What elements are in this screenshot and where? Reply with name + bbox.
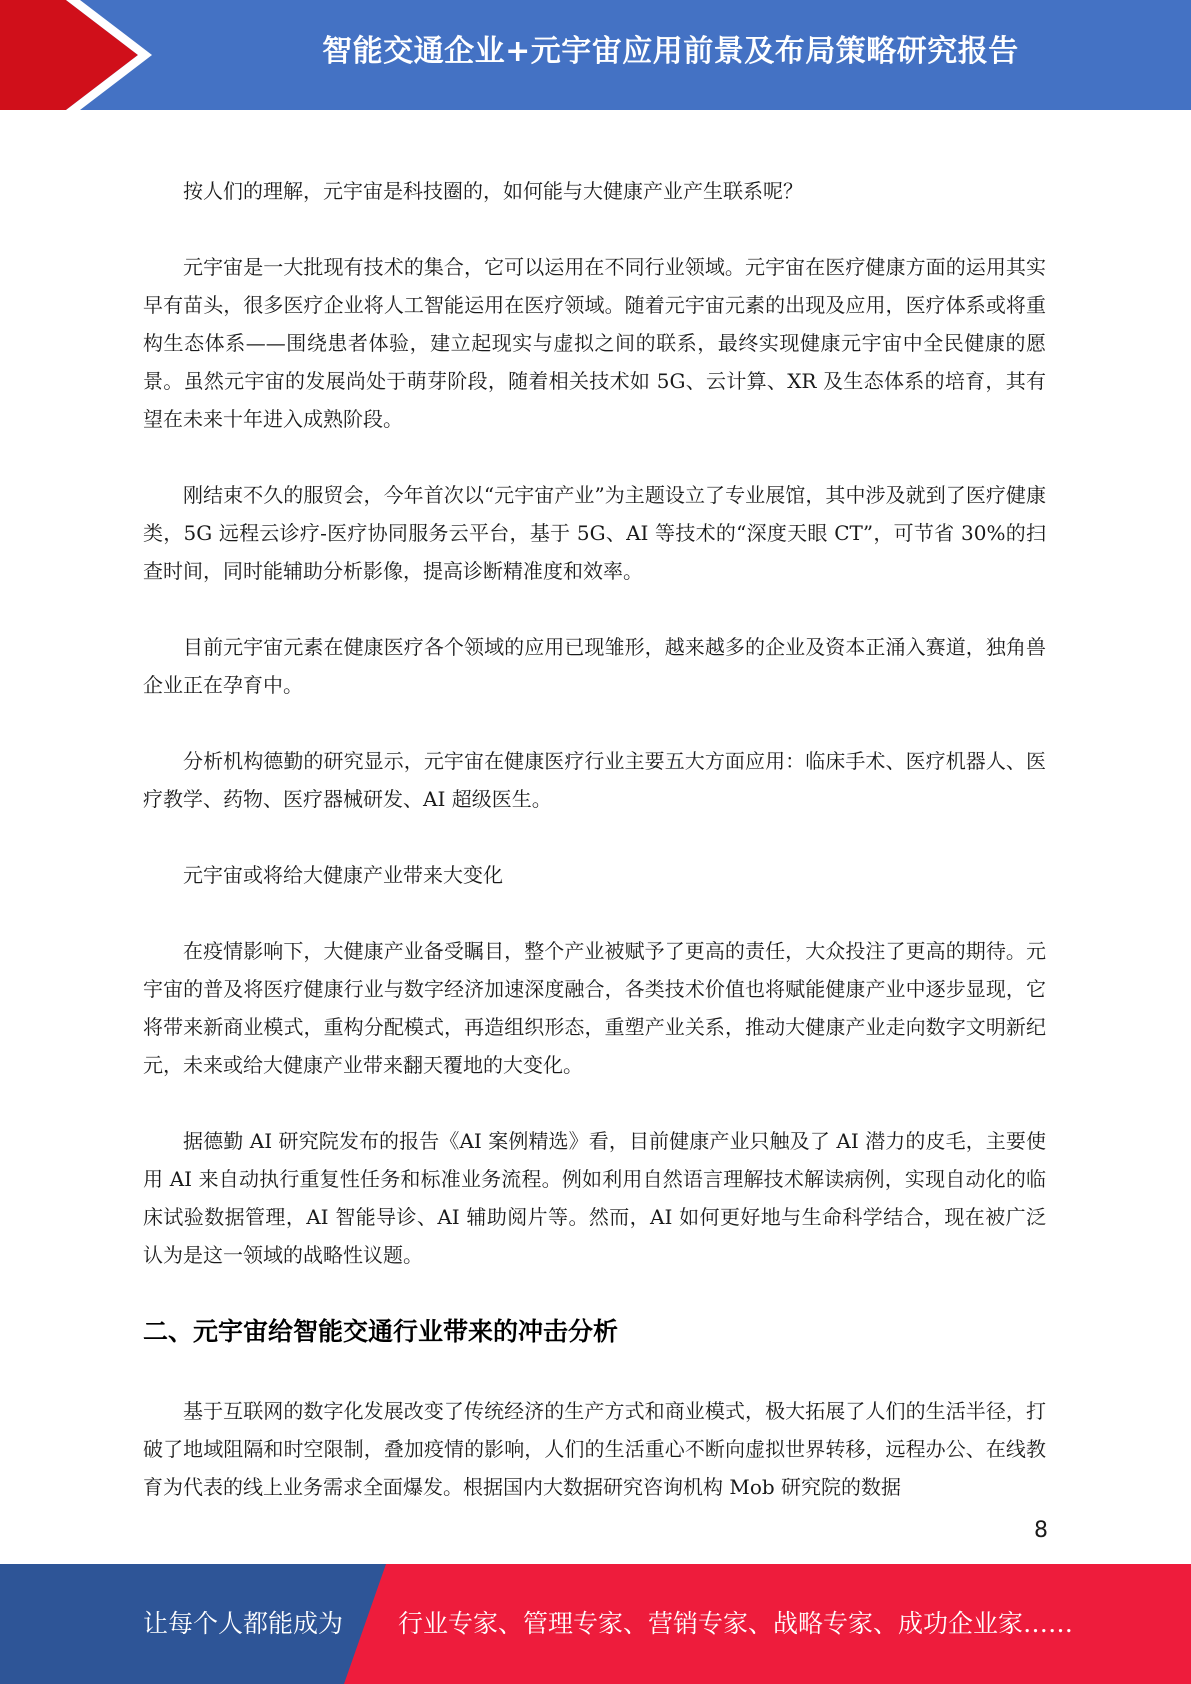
section-heading: 二、元宇宙给智能交通行业带来的冲击分析 — [143, 1317, 619, 1346]
footer-slogan-right: 行业专家、管理专家、营销专家、战略专家、成功企业家…… — [398, 1609, 1074, 1638]
paragraph: 目前元宇宙元素在健康医疗各个领域的应用已现雏形，越来越多的企业及资本正涌入赛道，独角兽企业正在孕育中。 — [143, 635, 1046, 697]
page-number: 8 — [1034, 1518, 1048, 1543]
paragraph: 在疫情影响下，大健康产业备受瞩目，整个产业被赋予了更高的责任，大众投注了更高的期待。元宇宙的普及将医疗健康行业与数字经济加速深度融合，各类技术价值也将赋能健康产业中逐步显现，它将带来新商业模式，重构分配模式，再造组织形态，重塑产业关系，推动大健康产业走向数字文明新纪元，未来或给大健康产业带来翻天覆地的大变化。 — [143, 939, 1046, 1077]
footer-slogan-left: 让每个人都能成为 — [143, 1609, 344, 1638]
paragraph: 据德勤 AI 研究院发布的报告《AI 案例精选》看，目前健康产业只触及了 AI 潜力的皮毛，主要使用 AI 来自动执行重复性任务和标准业务流程。例如利用自然语言理解技术解读病例，实现自动化的临床试验数据管理，AI 智能导诊、AI 辅助阅片等。然而，AI 如何更好地与生命科学结合，现在被广泛认为是这一领域的战略性议题。 — [143, 1129, 1046, 1267]
paragraph: 基于互联网的数字化发展改变了传统经济的生产方式和商业模式，极大拓展了人们的生活半径，打破了地域阻隔和时空限制，叠加疫情的影响，人们的生活重心不断向虚拟世界转移，远程办公、在线教育为代表的线上业务需求全面爆发。根据国内大数据研究咨询机构 Mob 研究院的数据 — [143, 1399, 1046, 1499]
subheading-paragraph: 元宇宙或将给大健康产业带来大变化 — [183, 863, 503, 887]
page-footer — [0, 1564, 1191, 1684]
paragraph: 刚结束不久的服贸会，今年首次以“元宇宙产业”为主题设立了专业展馆，其中涉及就到了医疗健康类，5G 远程云诊疗-医疗协同服务云平台，基于 5G、AI 等技术的“深度天眼 CT”，可节省 30%的扫查时间，同时能辅助分析影像，提高诊断精准度和效率。 — [143, 483, 1046, 583]
report-title: 智能交通企业+元宇宙应用前景及布局策略研究报告 — [322, 34, 1019, 69]
paragraph: 元宇宙是一大批现有技术的集合，它可以运用在不同行业领域。元宇宙在医疗健康方面的运用其实早有苗头，很多医疗企业将人工智能运用在医疗领域。随着元宇宙元素的出现及应用，医疗体系或将重构生态体系——围绕患者体验，建立起现实与虚拟之间的联系，最终实现健康元宇宙中全民健康的愿景。虽然元宇宙的发展尚处于萌芽阶段，随着相关技术如 5G、云计算、XR 及生态体系的培育，其有望在未来十年进入成熟阶段。 — [143, 255, 1046, 431]
paragraph: 按人们的理解，元宇宙是科技圈的，如何能与大健康产业产生联系呢？ — [183, 179, 803, 203]
page-header — [0, 0, 1191, 110]
page-body — [143, 172, 1046, 1544]
paragraph: 分析机构德勤的研究显示，元宇宙在健康医疗行业主要五大方面应用：临床手术、医疗机器人、医疗教学、药物、医疗器械研发、AI 超级医生。 — [143, 749, 1046, 811]
header-red-arrow-shape — [0, 0, 150, 110]
